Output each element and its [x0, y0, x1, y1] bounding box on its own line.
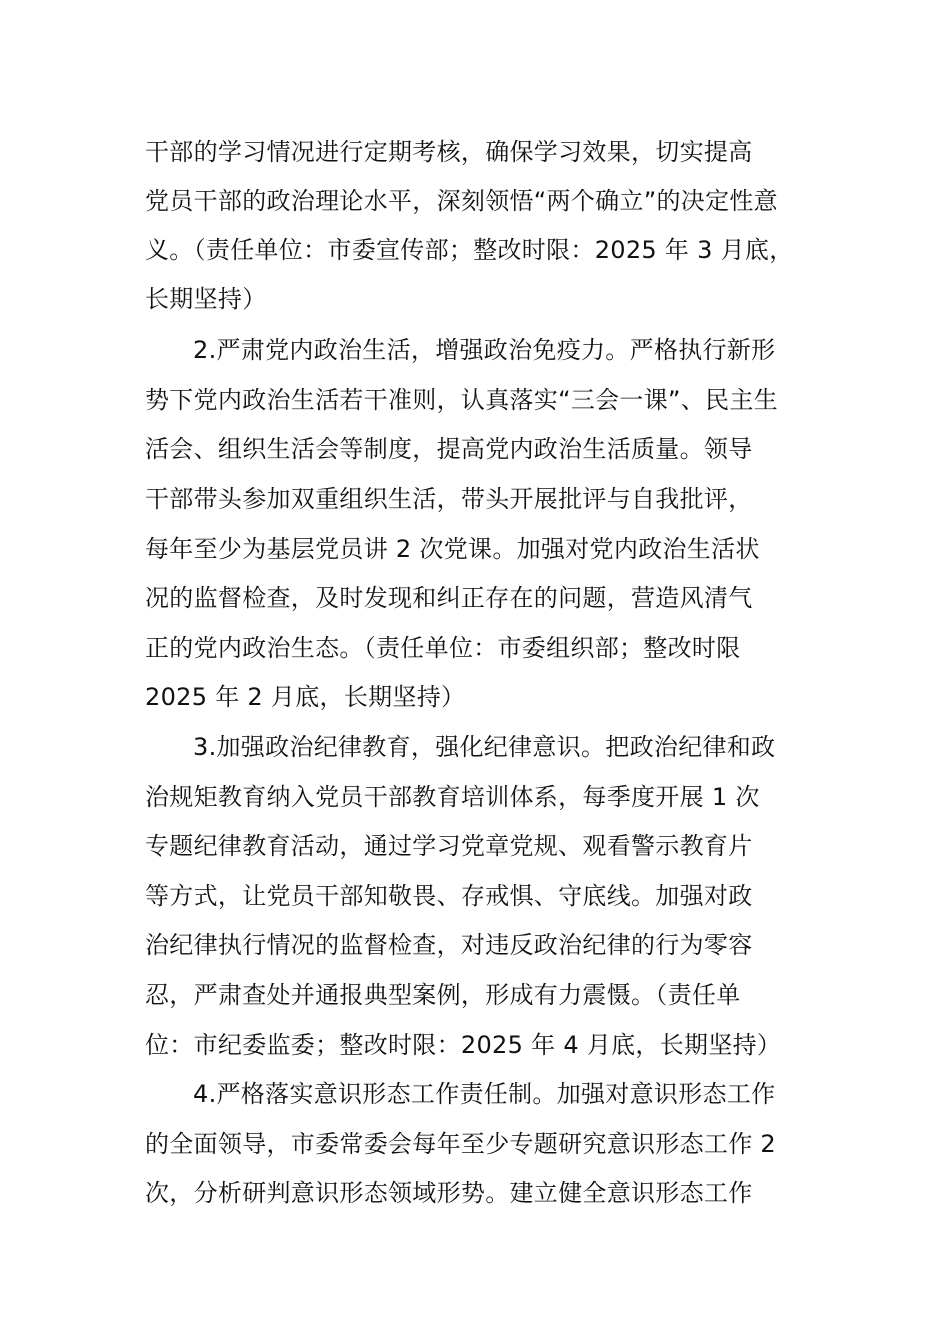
paragraph-4-first-line: 4.严格落实意识形态工作责任制。加强对意识形态工作 [193, 1080, 776, 1108]
text-line: 正的党内政治生态。（责任单位：市委组织部；整改时限 [145, 634, 741, 662]
text-line: 党员干部的政治理论水平，深刻领悟“两个确立”的决定性意 [145, 187, 778, 215]
text-line: 活会、组织生活会等制度，提高党内政治生活质量。领导 [145, 435, 753, 463]
text-line: 治纪律执行情况的监督检查，对违反政治纪律的行为零容 [145, 931, 753, 959]
paragraph-2-first-line: 2.严肃党内政治生活，增强政治免疫力。严格执行新形 [193, 336, 776, 364]
text-line: 次，分析研判意识形态领域形势。建立健全意识形态工作 [145, 1179, 753, 1207]
text-line: 忍，严肃查处并通报典型案例，形成有力震慑。（责任单 [145, 981, 741, 1009]
text-line: 干部的学习情况进行定期考核，确保学习效果，切实提高 [145, 138, 753, 166]
paragraph-3-first-line: 3.加强政治纪律教育，强化纪律意识。把政治纪律和政 [193, 733, 776, 761]
text-line: 每年至少为基层党员讲 2 次党课。加强对党内政治生活状 [145, 535, 760, 563]
text-line: 势下党内政治生活若干准则，认真落实“三会一课”、民主生 [145, 386, 778, 414]
text-line: 义。（责任单位：市委宣传部；整改时限：2025 年 3 月底， [145, 236, 794, 264]
text-line: 位：市纪委监委；整改时限：2025 年 4 月底，长期坚持） [145, 1031, 782, 1059]
text-line: 等方式，让党员干部知敬畏、存戒惧、守底线。加强对政 [145, 882, 753, 910]
text-line: 专题纪律教育活动，通过学习党章党规、观看警示教育片 [145, 832, 753, 860]
text-line: 长期坚持） [145, 285, 267, 313]
text-line: 2025 年 2 月底，长期坚持） [145, 683, 466, 711]
text-line: 干部带头参加双重组织生活，带头开展批评与自我批评， [145, 485, 753, 513]
text-line: 治规矩教育纳入党员干部教育培训体系，每季度开展 1 次 [145, 783, 760, 811]
text-line: 的全面领导，市委常委会每年至少专题研究意识形态工作 2 [145, 1130, 776, 1158]
text-line: 况的监督检查，及时发现和纠正存在的问题，营造风清气 [145, 584, 753, 612]
